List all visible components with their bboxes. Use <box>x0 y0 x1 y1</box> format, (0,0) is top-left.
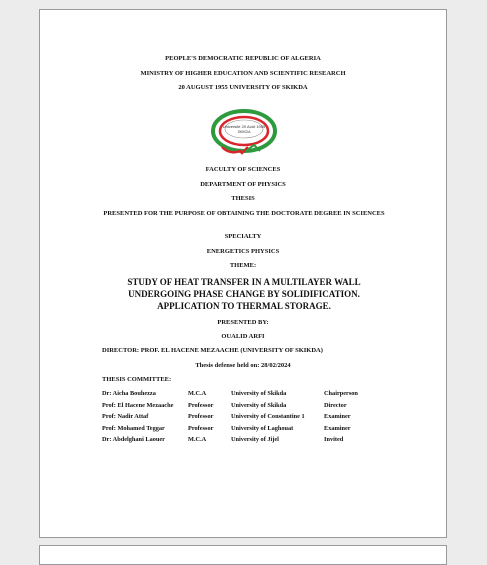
thesis-label: THESIS <box>231 195 255 202</box>
defense-date: Thesis defense held on: 28/02/2024 <box>195 362 291 369</box>
member-university: University of Laghouat <box>231 425 294 432</box>
committee-label: THESIS COMMITTEE: <box>102 376 172 383</box>
ministry-line: MINISTRY OF HIGHER EDUCATION AND SCIENTIFIC RESEARCH <box>140 70 346 77</box>
member-role: Invited <box>324 436 344 443</box>
department: DEPARTMENT OF PHYSICS <box>200 181 286 188</box>
theme-label: THEME: <box>229 262 257 269</box>
specialty-label: SPECIALTY <box>224 233 262 240</box>
member-role: Examiner <box>324 425 351 432</box>
logo-text: Université 20 Août 1955 <box>222 124 266 129</box>
member-university: University of Constantine 1 <box>231 413 305 420</box>
member-role: Director <box>324 402 347 409</box>
purpose: PRESENTED FOR THE PURPOSE OF OBTAINING THE DOCTORATE DEGREE IN SCIENCES <box>103 210 385 217</box>
thesis-title: STUDY OF HEAT TRANSFER IN A MULTILAYER WALL UNDERGOING PHASE CHANGE BY SOLIDIFICATION. APPLICATION TO THERMAL STORAGE. <box>127 277 361 311</box>
faculty: FACULTY OF SCIENCES <box>205 166 281 173</box>
member-rank: Professor <box>188 413 214 420</box>
member-name: Dr: Abdelghani Laouer <box>102 436 165 443</box>
specialty: ENERGETICS PHYSICS <box>206 248 280 255</box>
member-university: University of Jijel <box>231 436 279 443</box>
member-rank: M.C.A <box>188 436 207 443</box>
presented-by-label: PRESENTED BY: <box>217 319 269 326</box>
member-rank: M.C.A <box>188 390 207 397</box>
member-role: Chairperson <box>324 390 358 397</box>
member-rank: Professor <box>188 425 214 432</box>
member-university: University of Skikda <box>231 390 287 397</box>
country-line: PEOPLE'S DEMOCRATIC REPUBLIC OF ALGERIA <box>165 55 321 62</box>
member-name: Prof: Nadir Attaf <box>102 413 149 420</box>
university-line: 20 AUGUST 1955 UNIVERSITY OF SKIKDA <box>178 84 308 91</box>
logo-city: SKIKDA <box>237 130 251 134</box>
member-university: University of Skikda <box>231 402 287 409</box>
director-line: DIRECTOR: PROF. EL HACENE MEZAACHE (UNIVERSITY OF SKIKDA) <box>102 347 323 354</box>
member-role: Examiner <box>324 413 351 420</box>
member-name: Prof: El Hacene Mezaache <box>102 402 174 409</box>
member-name: Prof: Mohamed Teggar <box>102 425 165 432</box>
next-page <box>39 545 447 565</box>
document-page <box>39 9 447 538</box>
member-name: Dr: Aicha Bouhezza <box>102 390 156 397</box>
university-logo <box>210 107 278 161</box>
author-name: OUALID ARFI <box>221 333 265 340</box>
member-rank: Professor <box>188 402 214 409</box>
